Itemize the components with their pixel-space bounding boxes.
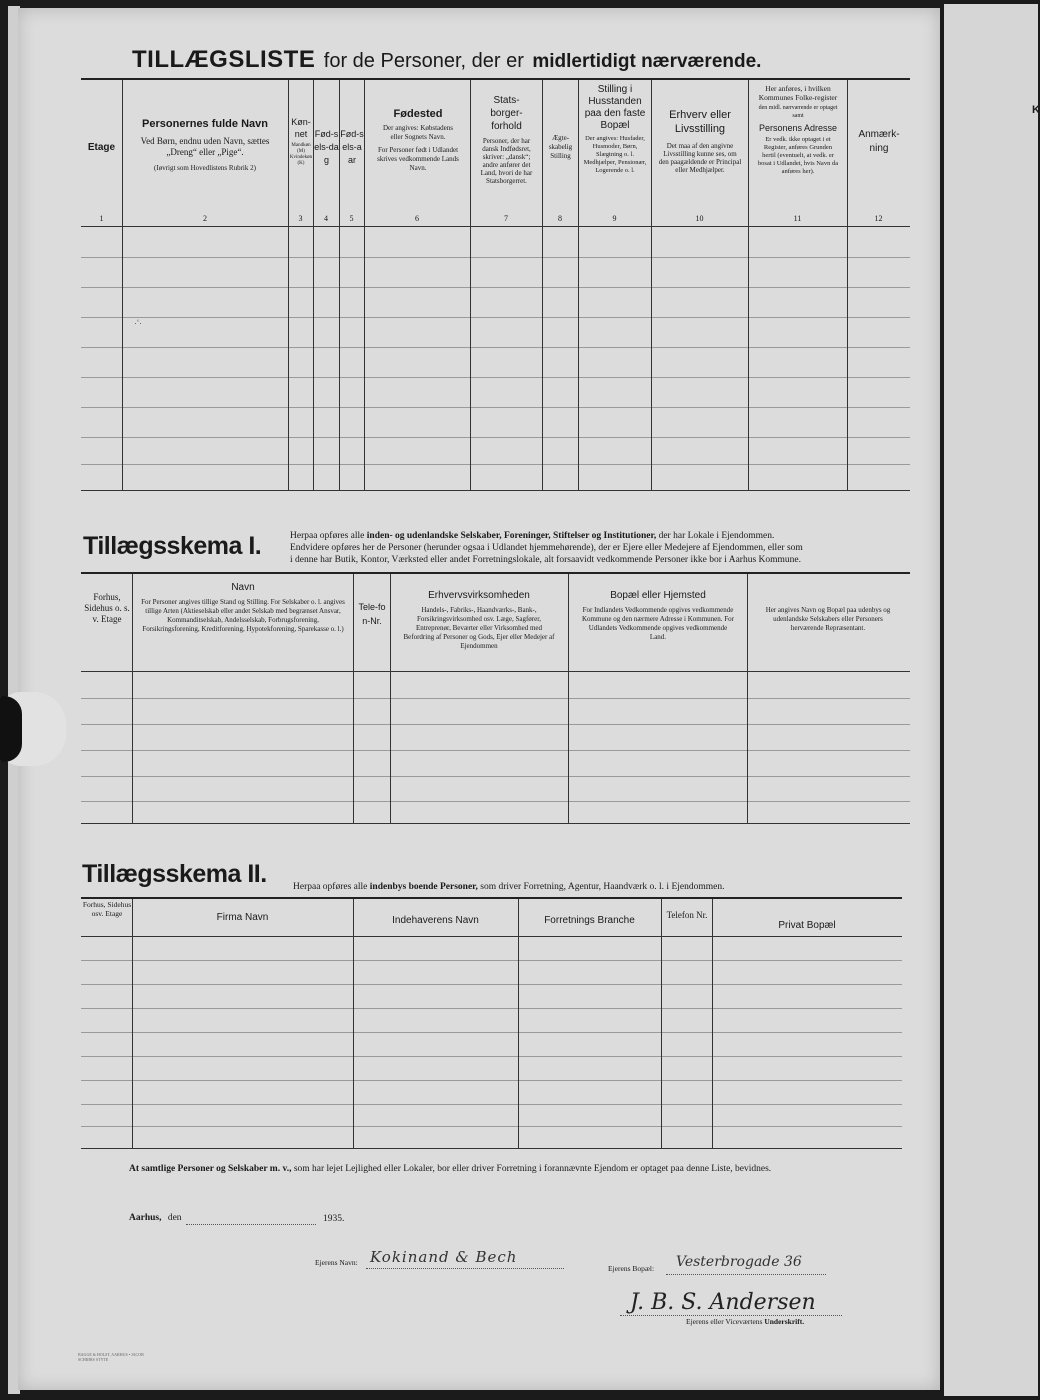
col-navn xyxy=(124,118,286,172)
footer-statement xyxy=(129,1164,771,1174)
skema1-col-navn-title: Navn xyxy=(231,582,255,593)
skema2-desc-a: Herpaa opføres alle xyxy=(293,882,368,892)
skema2-description xyxy=(293,882,724,892)
col-num-8: 8 xyxy=(558,214,562,223)
col-num-10: 10 xyxy=(695,214,704,223)
col-num-1: 1 xyxy=(99,214,104,223)
skema1-desc-1b: inden- og udenlandske Selskaber, Foreninger, Stiftelser og Institutioner, xyxy=(366,531,657,541)
col-foedselsdag xyxy=(314,128,339,167)
form-page xyxy=(18,8,940,1390)
signature-label-b: Underskrift. xyxy=(764,1317,805,1326)
skema2-col-bopael: Privat Bopæl xyxy=(778,920,836,931)
col-foedselsdag-title: Fød-sels-dag xyxy=(314,129,339,165)
col-erhverv xyxy=(652,108,748,174)
adjacent-page-letter: K xyxy=(1032,104,1040,116)
skema2-col-firma: Firma Navn xyxy=(216,912,269,923)
col-num-4: 4 xyxy=(324,214,328,223)
skema1-description xyxy=(290,530,918,566)
skema1-col-telefon: Tele-fon-Nr. xyxy=(358,602,386,626)
col-folkeregister-sub: den midl. nærværende er optaget samt xyxy=(758,105,838,119)
col-navn-sub2: (Iøvrigt som Hovedlistens Rubrik 2) xyxy=(154,164,256,172)
title-rest: for de Personer, der er xyxy=(323,50,524,72)
col-foedselsaar xyxy=(340,128,364,167)
col-statsborger-title: Stats-borger-forhold xyxy=(490,95,523,132)
col-num-9: 9 xyxy=(612,214,617,223)
col-koen xyxy=(289,116,313,167)
skema1-col-bopael xyxy=(570,590,746,642)
col-navn-title: Personernes fulde Navn xyxy=(142,118,268,130)
skema2-desc-b: indenbys boende Personer, xyxy=(369,882,478,892)
col-koen-sub: Mandkøn (M) Kvindekøn (K) xyxy=(289,143,313,166)
col-navn-sub: Ved Børn, endnu uden Navn, sættes „Dreng“ eller „Pige“. xyxy=(140,136,270,157)
col-erhverv-sub: Det maa af den angivne Livsstilling kunne ses, om den paagældende er Principal eller Medhjælper. xyxy=(658,142,742,174)
col-anmaerkning-title: Anmærk-ning xyxy=(858,129,900,154)
col-aegteskab-title: Ægte-skabelig Stilling xyxy=(548,134,573,160)
col-folkeregister-title: Her anføres, i hvilken Kommunes Folke-register xyxy=(758,84,838,102)
title-emph: midlertidigt nærværende. xyxy=(532,51,762,72)
skema1-col-bopael-title: Bopæl eller Hjemsted xyxy=(610,590,706,601)
col-aegteskab xyxy=(543,134,578,161)
col-statsborger-sub: Personer, der har dansk Indfødsret, skriver: „dansk“; andre anfører det Land, hvori de har Statsborgerret. xyxy=(480,137,533,185)
col-num-11: 11 xyxy=(793,214,802,223)
col-num-5: 5 xyxy=(349,214,354,223)
skema1-desc-1a: Herpaa opføres alle xyxy=(290,531,365,541)
signature-label-a: Ejerens eller Viceværtens xyxy=(686,1317,763,1326)
col-foedested-sub2: For Personer født i Udlandet skrives vedkommende Lands Navn. xyxy=(377,146,459,172)
owner-name-label: Ejerens Navn: xyxy=(315,1258,358,1267)
col-anmaerkning xyxy=(848,128,910,156)
col-koen-title: Køn-net xyxy=(291,117,311,139)
page-title xyxy=(132,46,892,74)
skema2-desc-c: som driver Forretning, Agentur, Haandværk o. l. i Ejendommen. xyxy=(480,882,725,892)
binding-shadow xyxy=(0,696,22,762)
col-num-7: 7 xyxy=(504,214,508,223)
owner-address-label: Ejerens Bopæl: xyxy=(608,1264,655,1273)
skema1-col-erhverv-sub: Handels-, Fabriks-, Haandværks-, Bank-, Forsikringsvirksomhed osv. Læge, Sagfører, Entreprenør, Beværter eller Virksomhed med Befordring af Personer og Gods, Ejer eller Medejer af Ejendommen xyxy=(403,606,555,650)
skema1-col-navn xyxy=(134,582,352,634)
owner-name-value: Kokinand & Bech xyxy=(370,1248,518,1266)
skema1-col-erhverv-title: Erhvervsvirksomheden xyxy=(428,590,530,601)
col-foedested-title: Fødested xyxy=(393,108,443,120)
year: 1935. xyxy=(323,1214,345,1224)
col-erhverv-title: Erhverv eller Livsstilling xyxy=(669,109,731,135)
skema1-desc-1c: der har Lokale i Ejendommen. xyxy=(658,531,775,541)
col-stilling-sub: Der angives: Husfader, Husmoder, Børn, Slægtning o. l. Medhjælper, Pensionær, Logerende o. l. xyxy=(583,135,647,174)
col-folkeregister-title2: Personens Adresse xyxy=(758,123,838,133)
col-etage-title: Etage xyxy=(87,142,116,153)
col-statsborger xyxy=(471,94,542,185)
skema1-col-erhverv xyxy=(392,590,566,651)
col-num-3: 3 xyxy=(298,214,303,223)
skema2-col-indehaver: Indehaverens Navn xyxy=(392,915,479,926)
statement-rest: som har lejet Lejlighed eller Lokaler, bor eller driver Forretning i forannævnte Ejendom er optaget paa denne Liste, bevidnes. xyxy=(293,1164,772,1174)
col-num-6: 6 xyxy=(415,214,419,223)
col-stilling xyxy=(579,84,651,175)
skema1-desc-3: i denne har Butik, Kontor, Værksted eller andet Forretningslokale, alt forsaavidt vedkommende Personer ikke bor i Aarhus Kommune. xyxy=(290,555,802,565)
skema2-col-etage: Forhus, Sidehus osv. Etage xyxy=(82,900,132,918)
col-stilling-title: Stilling i Husstanden paa den faste Bopæl xyxy=(584,84,646,131)
footer-place xyxy=(129,1213,182,1223)
skema1-title: Tillægsskema I. xyxy=(83,532,262,560)
skema1-col-bopael-sub: For Indlandets Vedkommende opgives vedkommende Kommune og den nærmere Adresse i Kommunen. For Udlandets Vedkommende opgives vedkommende Land. xyxy=(581,606,735,641)
skema1-col-navn-sub: For Personer angives tillige Stand og Stilling. For Selskaber o. l. angives tillige Arten (Aktieselskab eller andet Selskab med begrænset Ansvar, Kommanditselskab, Andelsselskab, Forbrugsforening, Forsikringsforening, Kreditforening, Hypotekforening, Sparekasse o. l.) xyxy=(141,598,345,633)
col-foedested-sub: Der angives: Købstadens eller Sognets Navn. xyxy=(383,124,453,141)
statement-bold: At samtlige Personer og Selskaber m. v., xyxy=(129,1164,292,1174)
skema1-col-etage: Forhus, Sidehus o. s. v. Etage xyxy=(84,592,130,624)
title-bold: TILLÆGSLISTE xyxy=(132,46,316,73)
skema2-title: Tillægsskema II. xyxy=(82,860,267,888)
col-foedested xyxy=(366,108,470,173)
ink-mark: ·‘· xyxy=(134,318,142,328)
adjacent-page xyxy=(944,4,1038,1396)
signature-label xyxy=(686,1317,804,1326)
col-foedselsaar-title: Fød-sels-aar xyxy=(340,129,364,165)
skema2-col-branche: Forretnings Branche xyxy=(544,915,635,926)
owner-address-value: Vesterbrogade 36 xyxy=(676,1254,802,1270)
col-etage xyxy=(81,142,122,154)
col-num-12: 12 xyxy=(874,214,883,223)
col-folkeregister-sub2: Er vedk. ikke optaget i et Register, anføres Grunden hertil (eventuelt, at vedk. er bosat i Udlandet, hvis Navn da anføres her). xyxy=(757,136,839,175)
skema1-col-repraesentant: Her angives Navn og Bopæl paa udenbys og udenlandske Selskabers eller Personers herværende Repræsentant. xyxy=(765,606,891,632)
col-folkeregister xyxy=(749,84,847,176)
printer-mark: BAGGE & HOLST, AARHUS • JACOB SCHIØRS STYTE xyxy=(78,1352,144,1362)
place: Aarhus, xyxy=(129,1213,162,1223)
skema2-col-telefon: Telefon Nr. xyxy=(666,910,708,920)
signature: J. B. S. Andersen xyxy=(630,1290,816,1315)
den: den xyxy=(167,1213,182,1223)
col-num-2: 2 xyxy=(203,214,207,223)
skema1-desc-2: Endvidere opføres her de Personer (herunder ogsaa i Udlandet hjemmehørende), der er Ejere eller Medejere af Ejendommen, eller som xyxy=(290,543,803,553)
